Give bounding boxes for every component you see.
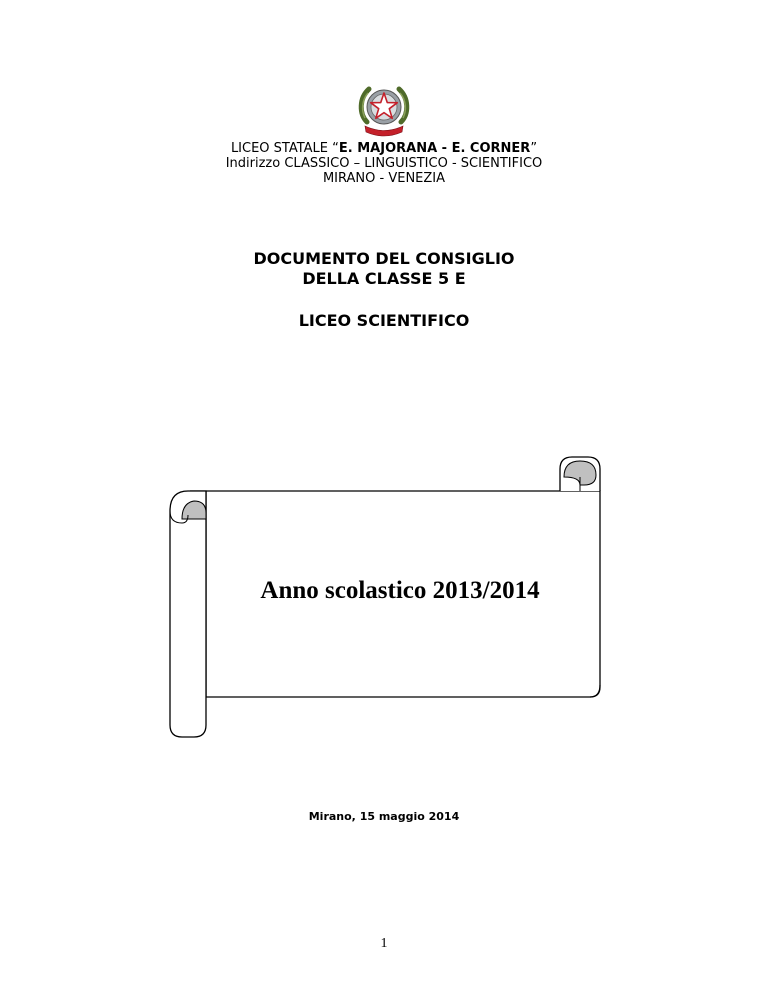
school-name: E. MAJORANA - E. CORNER bbox=[338, 141, 531, 156]
school-year-text: Anno scolastico 2013/2014 bbox=[260, 577, 540, 604]
school-name-line: LICEO STATALE “E. MAJORANA - E. CORNER” bbox=[230, 141, 538, 156]
document-date: Mirano, 15 maggio 2014 bbox=[308, 810, 460, 823]
title-line-1: DOCUMENTO DEL CONSIGLIO bbox=[253, 249, 515, 268]
school-header bbox=[0, 141, 768, 186]
document-subtitle: LICEO SCIENTIFICO bbox=[298, 311, 470, 330]
document-title bbox=[0, 249, 768, 289]
school-address-line: Indirizzo CLASSICO – LINGUISTICO - SCIENTIFICO bbox=[225, 156, 543, 171]
italian-republic-emblem-icon bbox=[355, 80, 413, 138]
title-line-2: DELLA CLASSE 5 E bbox=[302, 269, 466, 288]
school-city-line: MIRANO - VENEZIA bbox=[322, 171, 446, 186]
page-number: 1 bbox=[380, 936, 388, 951]
